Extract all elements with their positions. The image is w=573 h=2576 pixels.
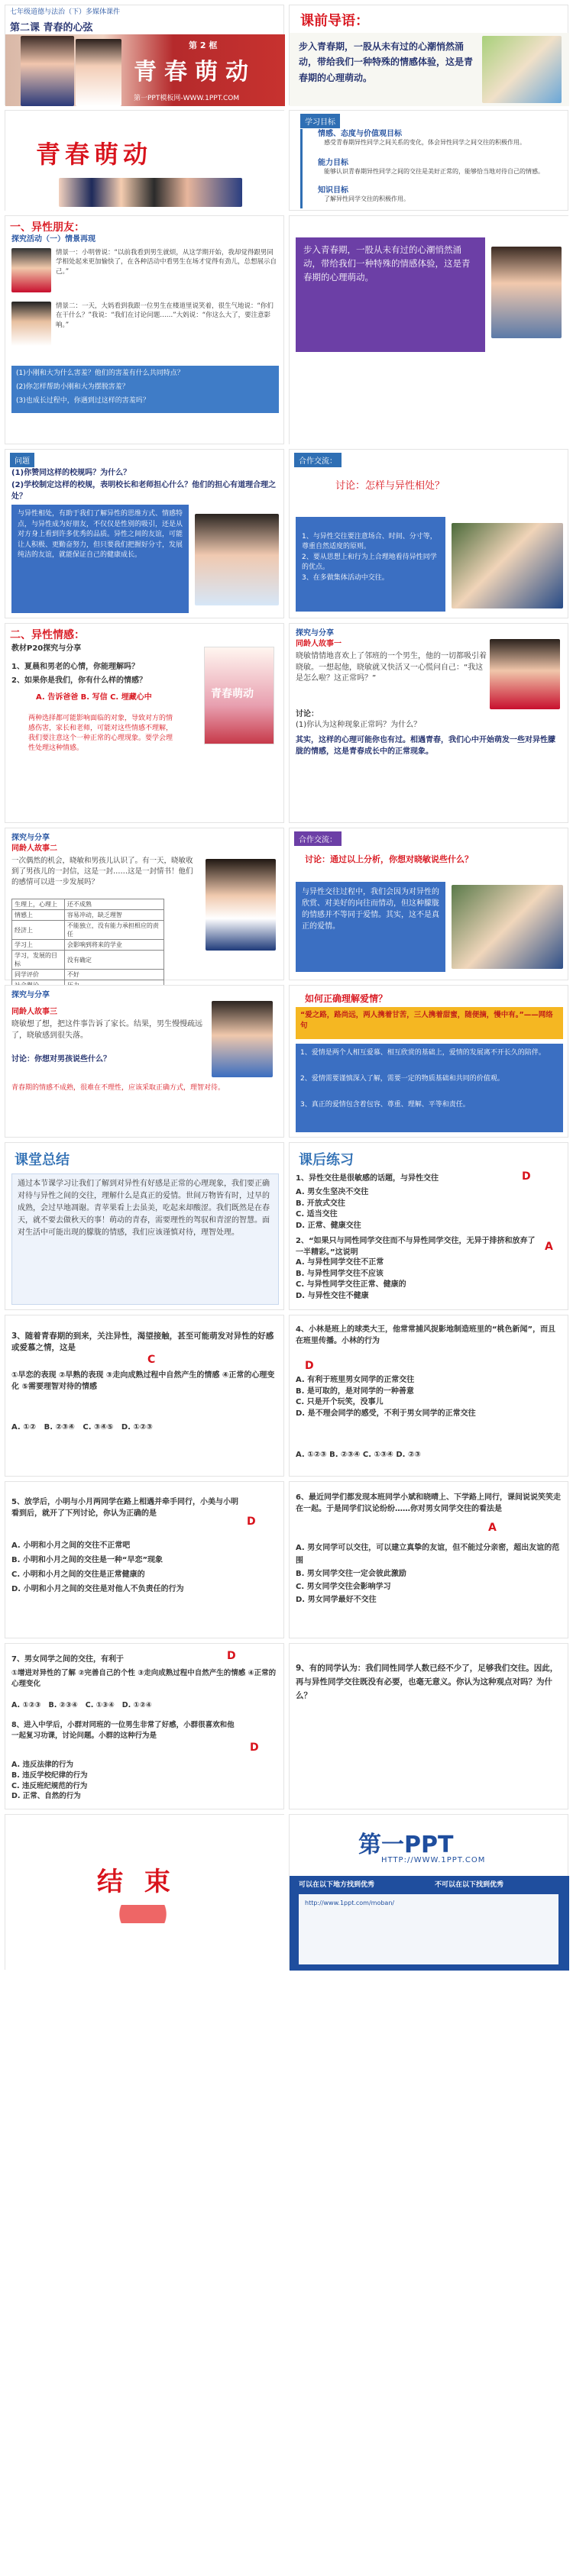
q3-option-d[interactable]: D. ①②③: [121, 1423, 153, 1432]
tips-box: [296, 517, 445, 612]
q3-item-5: ⑤需要理智对待的情感: [21, 1382, 97, 1391]
story-three-answer: 青春期的情感不成熟，很难在不理性，应该采取正确方式，理智对待。: [11, 1084, 225, 1092]
student-photo-2: [76, 39, 121, 106]
emotion-choices: A. 告诉爸爸 B. 写信 C. 埋藏心中: [36, 693, 152, 702]
q7-option-c[interactable]: C. ①③④: [85, 1701, 115, 1709]
faces-strip: [59, 178, 242, 207]
analysis-text: 与异性交往过程中，我们会因为对异性的欣赏、对美好的向往而情动，但这种朦胧的情感并不等同于爱情。其实，这不是真正的爱情。: [302, 888, 439, 931]
q7-option-a[interactable]: A. ①②③: [11, 1701, 41, 1709]
slide-emotion: [5, 623, 284, 823]
cover-title: 青春萌动: [134, 59, 256, 86]
q1-option-d[interactable]: D. 正常、健康交往: [296, 1221, 361, 1230]
story-three-subtitle: 探究与分享: [11, 991, 50, 999]
friendship-text: 与异性相处，有助于我们了解异性的思维方式、情感特点，与异性成为好朋友，不仅仅是性别的吸引，还是从对方身上看到许多优秀的品质。异性之间的友谊，可能让人积极、更勤奋努力，但只要我们把握好分寸，发展纯洁的友谊，就能保证自己的健康成长。: [18, 510, 183, 559]
love-point-2: 2、爱情需要谨慎深入了解，需要一定的物质基础和共同的价值观。: [300, 1075, 504, 1083]
analysis-photo: [452, 885, 563, 969]
story-three-text: 晓敏想了想，把这件事告诉了家长。结果，男生慢慢疏远了，晓敏感到很失落。: [11, 1020, 202, 1040]
exercise-a5: D: [247, 1516, 256, 1528]
q1-option-c[interactable]: C. 适当交往: [296, 1210, 338, 1219]
slide-exercise-six: [289, 1481, 568, 1638]
q7-item-3: ③走向成熟过程中自然产生的情感: [138, 1669, 246, 1677]
course-label: 七年级道德与法治（下）多媒体课件: [10, 8, 121, 16]
goals-heading: 学习目标: [300, 114, 340, 128]
story-one-photo: [490, 639, 560, 709]
exercise-q6-options: [296, 1541, 563, 1606]
exercise-a7: D: [227, 1650, 236, 1662]
exercise-q2-options: [296, 1257, 560, 1302]
question-1: (1)小刚和大为什么害羞？他们的害羞有什么共同特点？: [16, 370, 184, 377]
intro-summary-box: [296, 237, 485, 352]
emotion-q1: 1、夏晨和男老的心情，你能理解吗？: [11, 663, 139, 671]
slide-intro-answer: [289, 215, 568, 444]
slide-intro: [289, 5, 568, 105]
story-one-text: 晓敏情情地喜欢上了邻班的一个男生，他的一切都吸引着晓敏。一想起他，晓敏就又快活又一心慌问自己：“我这是怎么啦？这正常吗？”: [296, 652, 487, 683]
q6-option-d[interactable]: D. 男女同学最好不交往: [296, 1596, 377, 1604]
slide-exercise-seven: [5, 1643, 284, 1809]
q4-option-b[interactable]: B. 是可取的，是对同学的一种善意: [296, 1386, 414, 1396]
love-point-1: 1、爱情是两个人相互爱慕、相互欣赏的基础上，爱情的发展离不开长久的陪伴。: [300, 1049, 545, 1057]
boy-photo: [11, 302, 51, 346]
table-row: [12, 921, 164, 940]
q6-option-b[interactable]: B. 男女同学交往一定会彼此激励: [296, 1570, 406, 1578]
analysis-tag: 合作交流：: [294, 831, 342, 846]
table-cell-label: 学习上: [12, 940, 65, 951]
table-row: [12, 899, 164, 910]
textbook-subtitle: 教材P20探究与分享: [11, 644, 82, 653]
story-two-text: 一次偶然的机会，晓敏和男孩儿认识了。有一天，晓敏收到了男孩儿的一封信，这是一封……这是一封情书！他们的感情可以进一步发展吗？: [11, 857, 193, 886]
slide-exercise-four: [289, 1315, 568, 1477]
exercise-q1: 1、异性交往是很敏感的话题，与异性交往: [296, 1174, 439, 1183]
exercise-q3-items: [11, 1370, 279, 1393]
lesson-title: 第二课 青春的心弦: [10, 22, 93, 34]
analysis-question: 讨论：通过以上分析，你想对晓敏说些什么？: [305, 854, 473, 864]
summary-heading: 课堂总结: [15, 1152, 70, 1168]
emotion-section-title: 二、异性情感：: [10, 629, 85, 641]
exercise-q7-items: [11, 1668, 279, 1690]
table-cell-label: 同学评价: [12, 970, 65, 980]
q2-option-b[interactable]: B. 与异性同学交往不应该: [296, 1269, 384, 1278]
table-row: [12, 940, 164, 951]
slide-friends: [5, 215, 284, 444]
table-cell-value: 容易冲动，缺乏理智: [64, 910, 163, 921]
brand-logo: 第一PPT: [358, 1832, 454, 1858]
exercise-q5-options: [11, 1538, 279, 1596]
love-point-3: 3、真正的爱情包含着包容、尊重、理解、平等和责任。: [300, 1101, 470, 1109]
emotion-q2: 2、如果你是我们，你有什么样的情感？: [11, 676, 147, 685]
friendship-box: [11, 505, 189, 613]
slide-story-two: [5, 828, 284, 980]
table-cell-value: 还不成熟: [64, 899, 163, 910]
friends-photo: [195, 514, 279, 605]
slide-goals: [289, 110, 568, 211]
exercise-q3: 3、随着青春期的到来，关注异性，渴望接触，甚至可能萌发对异性的好感或爱慕之情，这是: [11, 1332, 274, 1353]
question-tag: 问题: [10, 453, 34, 467]
q2-option-d[interactable]: D. 与异性交往不健康: [296, 1291, 369, 1300]
activity-subtitle: 探究活动（一）情景再现: [11, 235, 96, 244]
goal-2-text: 能够认识青春期异性同学之间的交往是美好正常的，能够恰当地对待自己的情感。: [324, 168, 544, 175]
table-cell-label: 生理上，心理上: [12, 899, 65, 910]
table-cell-value: 会影响到将来的学业: [64, 940, 163, 951]
exercise-a4: D: [305, 1360, 314, 1372]
exercise-a2: A: [545, 1241, 553, 1253]
q5-option-d[interactable]: D. 小明和小月之间的交往是对他人不负责任的行为: [11, 1585, 184, 1593]
slide-exercise-nine: [289, 1643, 568, 1809]
question-3: (3)也成长过程中，你遇到过这样的害羞吗？: [16, 397, 150, 405]
policy-q1: (1)你赞同这样的校规吗？为什么？: [11, 469, 131, 477]
tips-text: 1、与异性交往要注意场合、时间、分寸等，尊重自然适度的原则。 2、要从思想上和行为上合理地看待异性同学的优点。 3、在多做集体活动中交往。: [302, 532, 437, 582]
exercise-q8-options: [11, 1760, 279, 1802]
q1-option-a[interactable]: A. 男女生坚决不交往: [296, 1188, 369, 1196]
goal-1-title: 情感、态度与价值观目标: [318, 130, 402, 138]
exercise-q4: 4、小林是班上的球类大王，他常常捕风捉影地制造班里的“桃色新闻”，而且在班里传播。小林的行为: [296, 1325, 556, 1345]
exercise-q3-options: [11, 1422, 279, 1434]
q7-item-1: ①增进对异性的了解: [11, 1669, 76, 1677]
slide-story-one: [289, 623, 568, 823]
story-one-name: 同龄人故事一: [296, 640, 342, 648]
q2-option-a[interactable]: A. 与异性同学交往不正常: [296, 1258, 384, 1267]
book-cover: [204, 647, 274, 744]
q8-option-d[interactable]: D. 正常、自然的行为: [11, 1792, 81, 1801]
slide-analysis: [289, 828, 568, 980]
slide-story-three: [5, 985, 284, 1138]
q3-item-2: ②早熟的表现: [58, 1371, 104, 1380]
summary-text: 通过本节课学习让我们了解到对异性有好感是正常的心理现象，我们要正确对待与异性之间的交往，理解什么是真正的爱情。世间万物皆有时，过早的成熟，会过早地凋谢。青苹果看上去虽美，吃起来却酸涩。我们既然是在春天，就不要去做秋天的事！萌动的青春，需要理性的驾驭和青涩的智慧。面对生活中可能出现的朦胧的情感，我们应该谨慎对待，理智处理。: [18, 1180, 270, 1237]
table-cell-label: 情感上: [12, 910, 65, 921]
slide-title: [5, 110, 284, 211]
q4-option-c[interactable]: C. 只是开个玩笑，没事儿: [296, 1398, 384, 1406]
love-heading: 如何正确理解爱情？: [305, 993, 388, 1004]
spring-photo: [482, 36, 562, 103]
q5-option-c[interactable]: C. 小明和小月之间的交往是正常健康的: [11, 1570, 145, 1579]
slide-summary: [5, 1142, 284, 1310]
story-two-photo: [206, 859, 276, 951]
slide-title-text: 青春萌动: [36, 140, 153, 169]
story-one-subtitle: 探究与分享: [296, 629, 334, 638]
q6-option-c[interactable]: C. 男女同学交往会影响学习: [296, 1583, 391, 1591]
story-two-name: 同龄人故事二: [11, 844, 57, 853]
exercise-q1-options: [296, 1187, 560, 1232]
table-cell-value: 不能独立，没有能力承担相应的责任: [64, 921, 163, 940]
q7-item-4: ④正常的心理变化: [11, 1669, 277, 1688]
analysis-box: [296, 882, 445, 972]
slide-cover: [5, 5, 284, 105]
slide-question: [5, 449, 284, 618]
story-three-photo: [212, 1001, 273, 1077]
link-item[interactable]: http://www.1ppt.com/moban/: [305, 1900, 395, 1906]
q4-option-d[interactable]: D. 是不理会同学的感受，不利于男女同学的正常交往: [296, 1409, 476, 1418]
q8-option-c[interactable]: C. 违反班纪规范的行为: [11, 1781, 88, 1790]
intro-summary-text: 步入青春期，一股从未有过的心潮悄然涌动，带给我们一种特殊的情感体验，这是青春期的心理萌动。: [303, 244, 471, 282]
scene-two: 情景二：一天，大妈看到我跟一位男生在楼道里说笑着，很生气地说：“你们在干什么？”我说：“我们在讨论问题……”大妈说：“你这么大了，要注意影响。”: [56, 302, 274, 329]
slide-exercise-five: [5, 1481, 284, 1638]
table-cell-value: 不好: [64, 970, 163, 980]
table-row: [12, 910, 164, 921]
goal-2-title: 能力目标: [318, 159, 348, 167]
q4-option-a[interactable]: A. 有利于班里男女同学的正常交往: [296, 1376, 415, 1384]
story-one-answer: 其实，这样的心理可能你也有过。相遇青春，我们心中开始萌发一些对异性朦胧的情感，这是青春成长中的正常现象。: [296, 736, 555, 756]
q7-option-b[interactable]: B. ②③④: [48, 1701, 78, 1709]
goal-3-title: 知识目标: [318, 186, 348, 195]
q3-item-3: ③走向成熟过程中自然产生的情感: [105, 1371, 220, 1380]
girl-photo: [11, 248, 51, 292]
exercise-q7: 7、男女同学之间的交往，有利于: [11, 1655, 124, 1664]
box-label: 第 2 框: [189, 40, 218, 50]
end-text: 结 束: [97, 1867, 176, 1897]
cooperation-tag: 合作交流：: [294, 453, 342, 467]
table-row: [12, 970, 164, 980]
goal-1-text: 感受青春期异性同学之间关系的变化，体会异性同学之间交往的积极作用。: [324, 139, 526, 146]
exercise-q4-options: [296, 1375, 563, 1419]
love-quote: “爱之路，路尚远，两人携着甘苦，三人携着甜蜜，随便摘，慢中有。”——网络句: [300, 1011, 553, 1030]
q5-option-a[interactable]: A. 小明和小月之间的交往不正常吧: [11, 1541, 131, 1550]
question-2: (2)你怎样帮助小刚和大为摆脱害羞？: [16, 383, 129, 391]
group-photo: [452, 523, 563, 608]
slide-love: [289, 985, 568, 1138]
slide-cooperation: [289, 449, 568, 618]
q3-item-4: ④正常的心理变化: [11, 1371, 275, 1391]
watermark-text: 第一PPT模板网-WWW.1PPT.COM: [134, 95, 240, 102]
table-cell-label: 学习，发展的目标: [12, 951, 65, 970]
q6-option-a[interactable]: A. 男女同学可以交往，可以建立真挚的友谊，但不能过分亲密，超出友谊的范围: [296, 1544, 560, 1565]
exercise-q2: 2、“如果只与同性同学交往而不与异性同学交往，无异于排挤和放弃了一半精彩。”这说明: [296, 1237, 536, 1257]
slide-brand: [289, 1814, 568, 1970]
exercise-q6: 6、最近同学们都发现本班同学小斌和晓晴上、下学路上同行，课间说说笑笑走在一起。于是同学们议论纷纷……你对男女同学交往的看法是: [296, 1493, 561, 1513]
intro-heading: 课前导语：: [300, 13, 369, 29]
exercise-q8: 8、进入中学后，小群对同班的一位男生非常了好感，小群很喜欢和他一起复习功课，讨论问题。小群的这种行为是: [11, 1721, 235, 1740]
slide-exercise-three: [5, 1315, 284, 1477]
goal-3-text: 了解异性同学交往的积极作用。: [324, 195, 410, 202]
q1-option-b[interactable]: B. 开放式交往: [296, 1199, 345, 1208]
q3-option-b[interactable]: B. ②③④: [44, 1423, 75, 1432]
exercise-q5: 5、放学后，小明与小月两同学在路上相遇并牵手同行，小美与小明看到后，就开了下列讨论，你认为正确的是: [11, 1498, 238, 1518]
story-one-discuss: 讨论：: [296, 710, 319, 718]
exercise-heading: 课后练习: [299, 1152, 354, 1168]
slide-exercise-one: [289, 1142, 568, 1310]
intro-text: 步入青春期，一股从未有过的心潮悄然涌动，带给我们一种特殊的情感体验，这是青春期的心理萌动。: [299, 41, 474, 83]
table-row: [12, 951, 164, 970]
table-cell-value: 没有确定: [64, 951, 163, 970]
exercise-q4-extra: A. ①②③ B. ②③④ C. ①③④ D. ②③: [296, 1451, 421, 1459]
book-title: 青春萌动: [211, 688, 254, 700]
exercise-q7-options: [11, 1700, 279, 1711]
link-col-2-title: 不可以在以下找到优秀: [435, 1881, 504, 1889]
q3-option-a[interactable]: A. ①②: [11, 1423, 37, 1432]
story-two-subtitle: 探究与分享: [11, 834, 50, 842]
goals-list: [300, 129, 560, 208]
q2-option-c[interactable]: C. 与异性同学交往正常、健康的: [296, 1280, 406, 1289]
flower-decoration: [66, 1905, 219, 1923]
reasons-table: [11, 899, 164, 991]
exercise-q9: 9、有的同学认为：我们同性同学人数已经不少了，足够我们交往。因此，再与异性同学交往既没有必要，也毫无意义。你认为这种观点对吗？为什么？: [296, 1664, 558, 1700]
q8-option-b[interactable]: B. 违反学校纪律的行为: [11, 1771, 88, 1780]
q8-option-a[interactable]: A. 违反法律的行为: [11, 1761, 73, 1769]
q7-option-d[interactable]: D. ①②④: [121, 1701, 152, 1709]
scene-one: 情景一：小明曾说：“以前我看到男生就烦，从这学期开始，我却觉得跟男同学相处起来更加愉快了，在各种活动中看男生在场才觉得有劲儿，总想展示自己。”: [56, 249, 277, 276]
emotion-note: 两种选择都可能影响面临的对象，导致对方的情感伤害，家长和老师，可能对这些情感不理解，我们要注意这个一种正常的心理现象。要学会理性处理这种情感。: [28, 715, 173, 753]
q3-item-1: ①早恋的表现: [11, 1371, 57, 1380]
story-one-question: (1)你认为这种现象正常吗？为什么？: [296, 721, 422, 729]
q3-option-c[interactable]: C. ③④⑤: [83, 1423, 114, 1432]
slide-end: [5, 1814, 284, 1970]
exercise-a6: A: [488, 1522, 497, 1534]
q7-item-2: ②完善自己的个性: [78, 1669, 135, 1677]
exercise-a1: D: [522, 1170, 531, 1183]
story-three-question: 讨论：你想对男孩说些什么？: [11, 1055, 111, 1064]
students-photo: [21, 36, 74, 106]
brand-url[interactable]: HTTP://WWW.1PPT.COM: [381, 1856, 486, 1864]
policy-q2: (2)学校制定这样的校规，表明校长和老师担心什么？他们的担心有道理合理之处？: [11, 481, 277, 501]
link-col-1-title: 可以在以下地方找到优秀: [299, 1881, 375, 1889]
student-portrait: [491, 247, 562, 338]
q5-option-b[interactable]: B. 小明和小月之间的交往是一种“早恋”现象: [11, 1556, 163, 1564]
table-cell-label: 经济上: [12, 921, 65, 940]
story-three-name: 同龄人故事三: [11, 1008, 57, 1016]
exercise-a8: D: [250, 1742, 259, 1754]
section-title: 一、异性朋友：: [10, 221, 85, 234]
exercise-a3: C: [147, 1354, 156, 1366]
cooperation-question: 讨论：怎样与异性相处？: [335, 480, 445, 492]
